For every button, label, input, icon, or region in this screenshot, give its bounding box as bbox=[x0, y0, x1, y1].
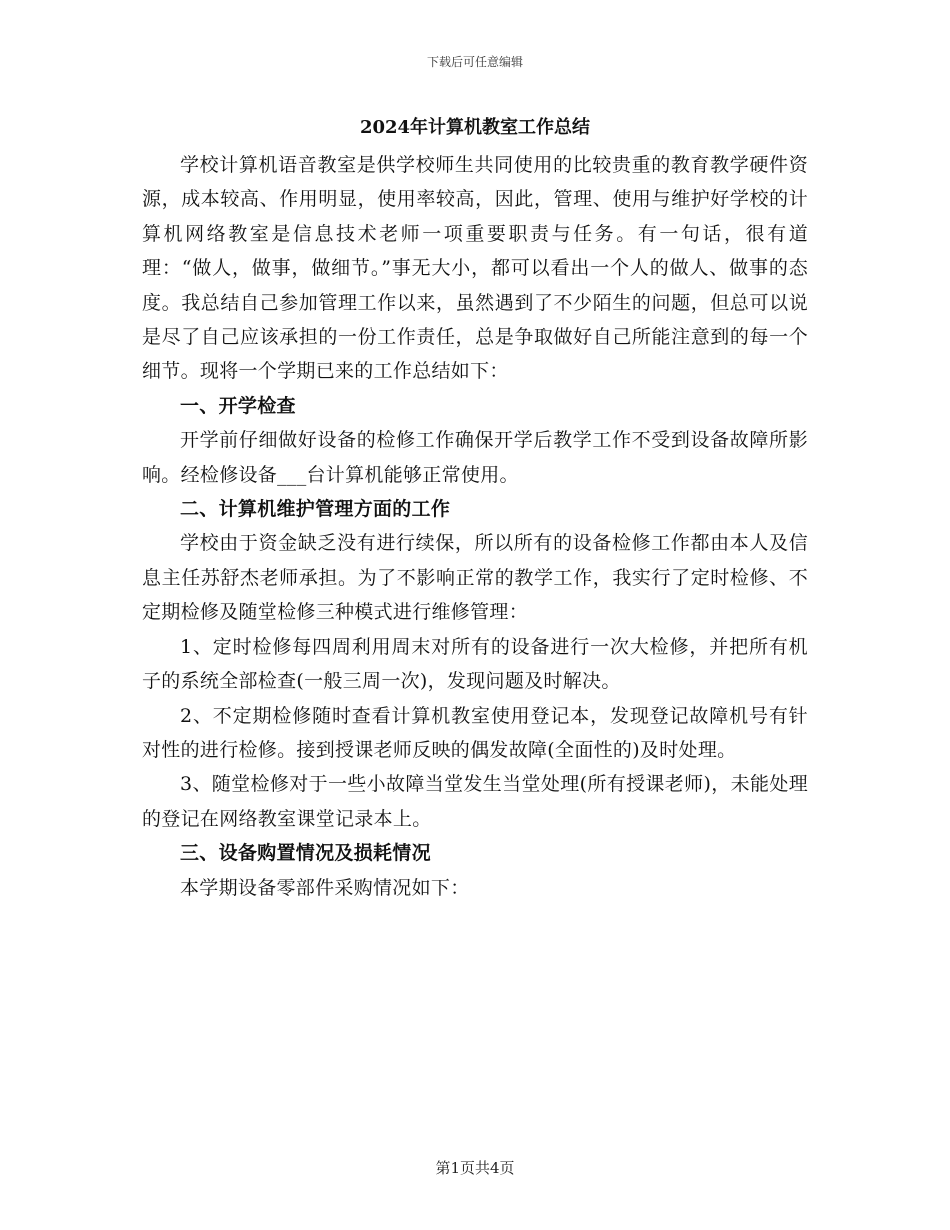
section-heading-3: 三、设备购置情况及损耗情况 bbox=[180, 842, 431, 865]
list-item-3: 3、随堂检修对于一些小故障当堂发生当堂处理(所有授课老师)，未能处理的登记在网络教室课堂记录本上。 bbox=[142, 773, 808, 830]
list-item-1: 1、定时检修每四周利用周末对所有的设备进行一次大检修，并把所有机子的系统全部检查(一般三周一次)，发现问题及时解决。 bbox=[142, 635, 808, 693]
paragraph-opening-check: 开学前仔细做好设备的检修工作确保开学后教学工作不受到设备故障所影响。经检修设备___台计算机能够正常使用。 bbox=[142, 429, 808, 486]
section-heading-2: 二、计算机维护管理方面的工作 bbox=[180, 498, 451, 521]
section-heading-1: 一、开学检查 bbox=[180, 394, 296, 417]
paragraph-procurement: 本学期设备零部件采购情况如下： bbox=[180, 876, 470, 899]
page-header: 下载后可任意编辑 bbox=[426, 55, 523, 69]
page-footer: 第1页共4页 bbox=[435, 1159, 515, 1177]
document-title: 2024年计算机教室工作总结 bbox=[359, 117, 591, 138]
paragraph-maintenance: 学校由于资金缺乏没有进行续保，所以所有的设备检修工作都由本人及信息主任苏舒杰老师承担。为了不影响正常的教学工作，我实行了定时检修、不定期检修及随堂检修三种模式进行维修管理： bbox=[142, 532, 808, 624]
list-item-2: 2、不定期检修随时查看计算机教室使用登记本，发现登记故障机号有针对性的进行检修。接到授课老师反映的偶发故障(全面性的)及时处理。 bbox=[142, 704, 808, 761]
document-body bbox=[142, 111, 808, 905]
paragraph-intro: 学校计算机语音教室是供学校师生共同使用的比较贵重的教育教学硬件资源，成本较高、作用明显，使用率较高，因此，管理、使用与维护好学校的计算机网络教室是信息技术老师一项重要职责与任务。有一句话，很有道理：“做人，做事，做细节。”事无大小，都可以看出一个人的做人、做事的态度。我总结自己参加管理工作以来，虽然遇到了不少陌生的问题，但总可以说是尽了自己应该承担的一份工作责任，总是争取做好自己所能注意到的每一个细节。现将一个学期已来的工作总结如下： bbox=[142, 154, 808, 383]
